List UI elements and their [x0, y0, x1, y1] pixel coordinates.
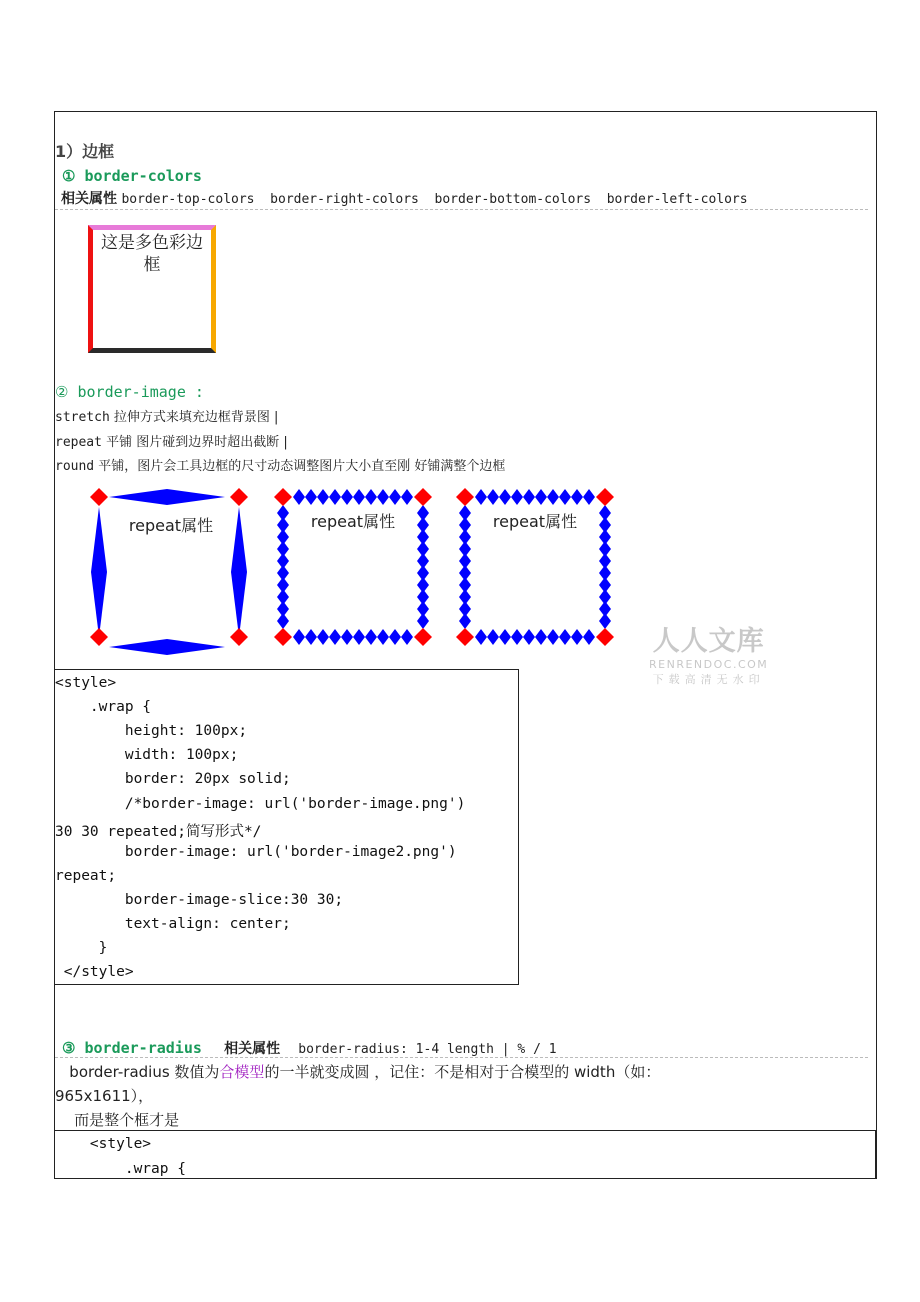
stretched-bottom-edge: [109, 639, 225, 655]
corner-diamond: [90, 488, 108, 506]
border-radius-title: ③ border-radius: [62, 1039, 202, 1057]
border-radius-row: [62, 1038, 557, 1058]
demo-label: repeat属性: [128, 516, 214, 535]
code-line: 30 30 repeated;简写形式*/: [55, 823, 262, 840]
demo-label: repeat属性: [310, 512, 396, 531]
edge-diamond: [523, 629, 535, 645]
radius-desc-line2: 965x1611），: [55, 1087, 154, 1105]
divider: [55, 209, 868, 210]
stretched-right-edge: [231, 507, 247, 637]
corner-diamond: [414, 628, 432, 646]
edge-diamond: [559, 489, 571, 505]
related-props: border-top-colors border-right-colors border-bottom-colors border-left-colors: [121, 192, 748, 207]
edge-diamond: [353, 629, 365, 645]
desc-line-repeat: repeat 平铺 图片碰到边界时超出截断 |: [55, 435, 288, 450]
edge-diamond: [341, 489, 353, 505]
border-image-demo-2: [273, 487, 443, 657]
edge-diamond: [475, 629, 487, 645]
edge-diamond: [547, 489, 559, 505]
code-line: <style>: [55, 675, 117, 691]
divider: [55, 1057, 868, 1058]
edge-diamond: [487, 629, 499, 645]
code-line: height: 100px;: [55, 723, 248, 740]
edge-diamond: [571, 629, 583, 645]
edge-diamond: [329, 489, 341, 505]
corner-diamond: [456, 488, 474, 506]
code-line: </style>: [55, 964, 134, 981]
demo-label: repeat属性: [492, 512, 578, 531]
code-line: border-image: url('border-image2.png'): [55, 843, 457, 860]
watermark-en: RENRENDOC.COM: [649, 658, 769, 671]
edge-diamond: [559, 629, 571, 645]
related-label: 相关属性: [61, 191, 117, 207]
border-image-demo-3: [455, 487, 625, 657]
edge-diamond: [389, 629, 401, 645]
watermark-cn: 人人文库: [652, 626, 765, 657]
multicolor-border-demo: [88, 225, 216, 353]
edge-diamond: [293, 489, 305, 505]
desc-line-round: round 平铺，图片会工具边框的尺寸动态调整图片大小直至刚 好铺满整个边框: [55, 459, 506, 474]
edge-diamond: [293, 629, 305, 645]
edge-diamond: [599, 613, 611, 629]
edge-diamond: [487, 489, 499, 505]
corner-diamond: [230, 628, 248, 646]
edge-diamond: [523, 489, 535, 505]
edge-diamond: [499, 489, 511, 505]
corner-diamond: [414, 488, 432, 506]
code-line: repeat;: [55, 867, 117, 884]
corner-diamond: [596, 488, 614, 506]
related-row: [61, 188, 748, 208]
edge-diamond: [277, 613, 289, 629]
edge-diamond: [547, 629, 559, 645]
document-frame: [54, 111, 877, 1179]
section-heading: 1）边框: [55, 142, 115, 161]
border-image-title: ② border-image :: [55, 383, 204, 401]
code-line: }: [55, 940, 108, 957]
edge-diamond: [401, 489, 413, 505]
code-line: .wrap {: [55, 1160, 186, 1177]
edge-diamond: [305, 629, 317, 645]
edge-diamond: [401, 629, 413, 645]
edge-diamond: [353, 489, 365, 505]
code-line: .wrap {: [55, 699, 152, 716]
edge-diamond: [475, 489, 487, 505]
edge-diamond: [511, 489, 523, 505]
code-line: /*border-image: url('border-image.png'): [55, 795, 466, 812]
corner-diamond: [274, 488, 292, 506]
edge-diamond: [535, 489, 547, 505]
stretched-left-edge: [91, 507, 107, 637]
edge-diamond: [459, 613, 471, 629]
code-line: width: 100px;: [55, 747, 239, 764]
corner-diamond: [90, 628, 108, 646]
stretched-top-edge: [109, 489, 225, 505]
code-line: text-align: center;: [55, 916, 291, 932]
edge-diamond: [365, 629, 377, 645]
border-image-demo-1: [89, 487, 259, 657]
edge-diamond: [317, 489, 329, 505]
edge-diamond: [417, 613, 429, 629]
edge-diamond: [365, 489, 377, 505]
edge-diamond: [583, 489, 595, 505]
related-props-2: border-radius: 1-4 length | % / 1: [298, 1042, 557, 1057]
watermark: [649, 619, 768, 687]
edge-diamond: [571, 489, 583, 505]
edge-diamond: [341, 629, 353, 645]
box-model-link[interactable]: 合模型: [219, 1063, 265, 1081]
edge-diamond: [535, 629, 547, 645]
corner-diamond: [274, 628, 292, 646]
code-line: <style>: [55, 1136, 152, 1152]
corner-diamond: [456, 628, 474, 646]
corner-diamond: [596, 628, 614, 646]
border-colors-title: ① border-colors: [62, 167, 202, 185]
code-line: border: 20px solid;: [55, 771, 291, 788]
edge-diamond: [499, 629, 511, 645]
edge-diamond: [305, 489, 317, 505]
corner-diamond: [230, 488, 248, 506]
watermark-tag: 下载高清无水印: [652, 673, 765, 686]
related-label-2: 相关属性: [224, 1041, 281, 1057]
radius-desc-line3: 而是整个框才是: [55, 1111, 180, 1129]
edge-diamond: [583, 629, 595, 645]
desc-line-stretch: stretch 拉伸方式来填充边框背景图 |: [55, 410, 279, 425]
edge-diamond: [511, 629, 523, 645]
code-line: border-image-slice:30 30;: [55, 891, 344, 908]
edge-diamond: [377, 629, 389, 645]
demo-text: 这是多色彩边框: [101, 233, 203, 275]
edge-diamond: [317, 629, 329, 645]
edge-diamond: [389, 489, 401, 505]
radius-desc-line1: border-radius 数值为合模型的一半就变成圆 ，记住：不是相对于合模型的 width（如：: [55, 1063, 661, 1081]
edge-diamond: [377, 489, 389, 505]
edge-diamond: [329, 629, 341, 645]
